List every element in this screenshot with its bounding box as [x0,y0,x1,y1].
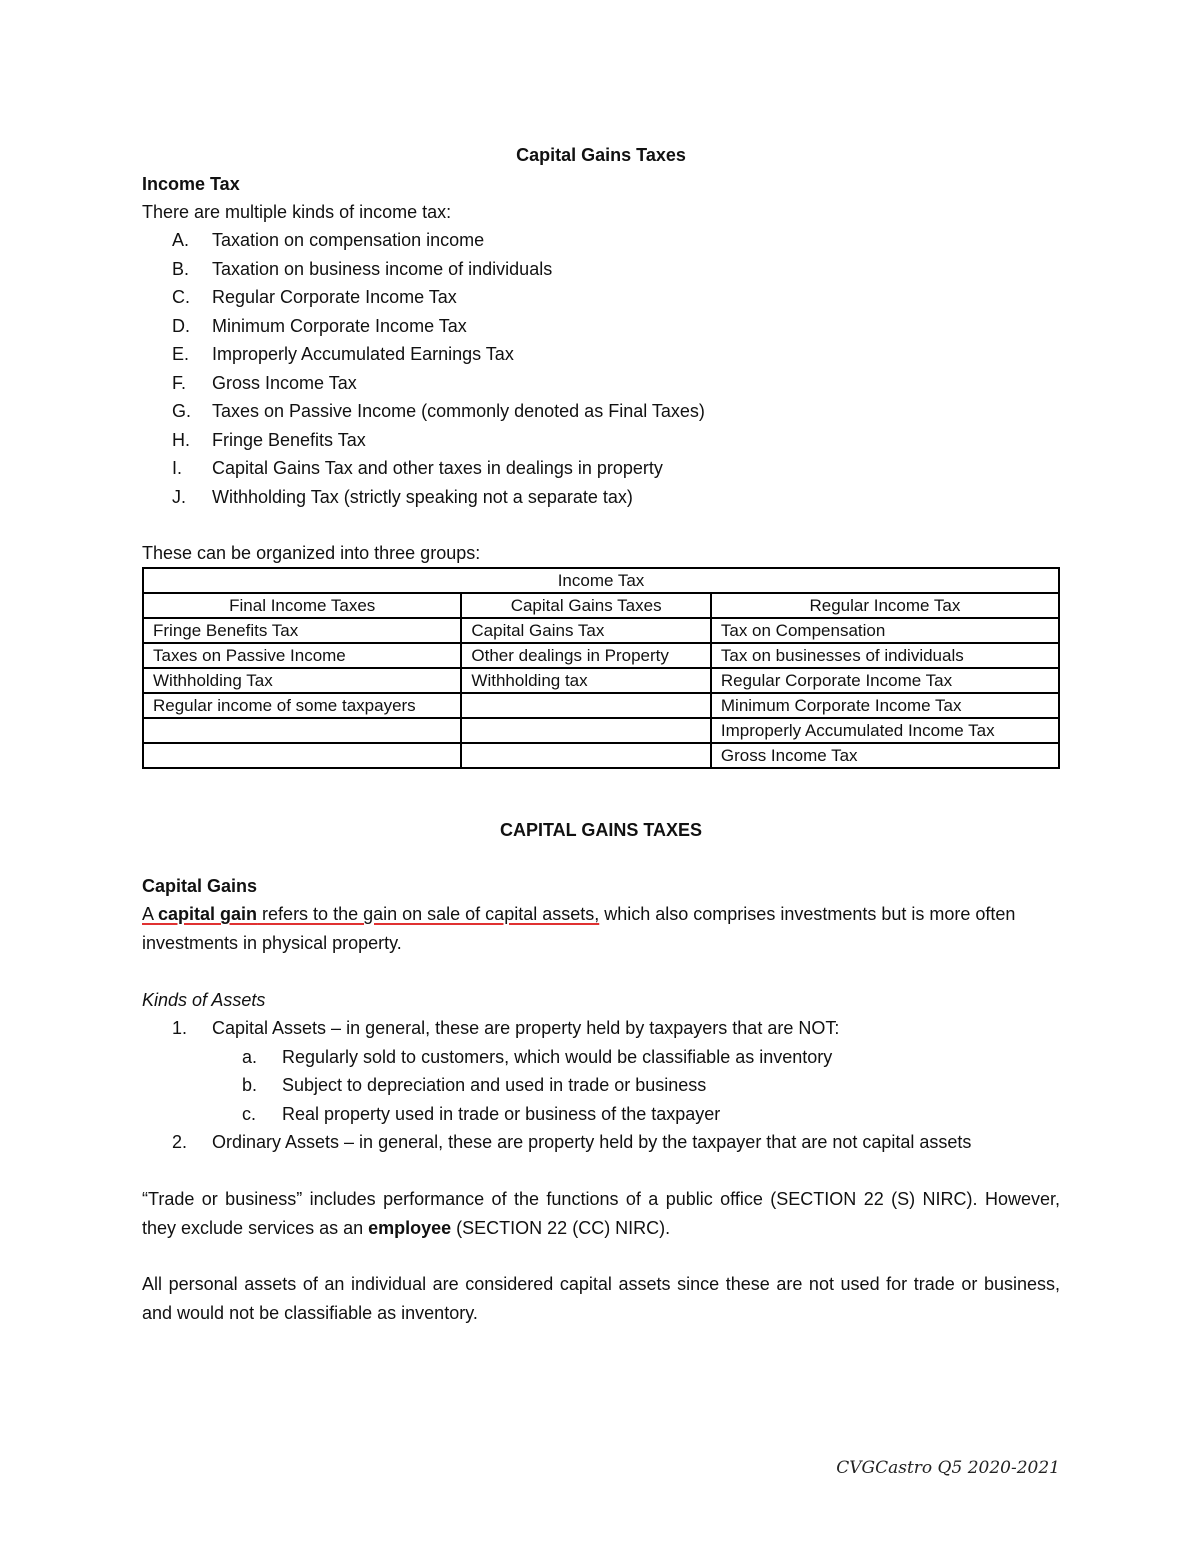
personal-assets-paragraph: All personal assets of an individual are considered capital assets since these are not used for trade or business, and would not be classifiable as inventory. [142,1274,1060,1323]
section-title: CAPITAL GAINS TAXES [499,820,703,840]
table-cell: Improperly Accumulated Income Tax [711,718,1059,743]
list-item [142,340,514,368]
trade-or-business-paragraph [142,1185,1060,1242]
list-item-text: Gross Income Tax [212,372,357,393]
list-marker: c. [242,1103,257,1124]
income-tax-groups-table [142,567,1060,769]
list-marker: J. [172,486,187,507]
table-cell: Gross Income Tax [711,743,1059,768]
emphasized-term: employee [368,1217,452,1238]
document-title: Capital Gains Taxes [516,145,686,165]
list-item-text: Capital Assets – in general, these are property held by taxpayers that are NOT: [212,1018,840,1038]
list-item-text: Capital Gains Tax and other taxes in dealings in property [212,458,663,478]
income-tax-heading: Income Tax [142,174,240,194]
list-marker: I. [172,458,183,478]
table-row [143,743,1059,768]
list-item-text: Withholding Tax (strictly speaking not a separate tax) [212,486,633,507]
list-item-text: Ordinary Assets – in general, these are property held by the taxpayer that are not capital assets [212,1132,972,1152]
table-cell: Other dealings in Property [461,643,710,668]
list-item-text: Taxes on Passive Income (commonly denoted as Final Taxes) [212,401,705,421]
table-cell: Tax on Compensation [711,618,1059,643]
list-item [142,1128,971,1156]
list-item-text: Regular Corporate Income Tax [212,287,457,307]
table-cell: Regular income of some taxpayers [143,693,461,718]
table-caption: Income Tax [143,568,1059,593]
sub-list-item [142,1043,832,1071]
table-row [143,693,1059,718]
list-item-text: Subject to depreciation and used in trade or business [282,1075,707,1095]
list-marker: C. [172,287,190,307]
groups-intro-text: These can be organized into three groups: [142,543,481,563]
list-marker: 2. [172,1132,188,1152]
sub-list-item [142,1071,706,1099]
list-marker: A. [172,230,190,250]
list-item [142,1014,839,1042]
table-cell: Capital Gains Tax [461,618,710,643]
list-marker: H. [172,429,190,450]
table-cell [461,718,710,743]
list-marker: 1. [172,1018,188,1038]
paragraph-text: “Trade or business” includes performance of the functions of a public office (SECTION 22 (S) NIRC). However, they exclude services as an [142,1189,1060,1238]
capital-gains-heading: Capital Gains [142,876,258,896]
list-item [142,397,705,425]
list-marker: a. [242,1046,258,1067]
table-cell [461,743,710,768]
table-cell: Regular Corporate Income Tax [711,668,1059,693]
table-cell [461,693,710,718]
list-marker: B. [172,258,190,279]
list-item-text: Regularly sold to customers, which would be classifiable as inventory [282,1046,833,1067]
table-cell [143,718,461,743]
list-marker: b. [242,1075,258,1095]
list-item-text: Improperly Accumulated Earnings Tax [212,344,514,364]
column-header: Regular Income Tax [711,593,1059,618]
list-marker: F. [172,372,187,393]
table-cell: Withholding Tax [143,668,461,693]
table-row [143,668,1059,693]
table-row [143,618,1059,643]
table-header-row [143,593,1059,618]
list-item-text: Taxation on compensation income [212,230,485,250]
definition-lead: A [142,904,159,924]
list-item [142,226,484,254]
table-cell: Withholding tax [461,668,710,693]
table-cell: Taxes on Passive Income [143,643,461,668]
capital-gain-definition [142,900,1060,957]
list-item [142,283,457,311]
table-cell: Fringe Benefits Tax [143,618,461,643]
table-cell: Minimum Corporate Income Tax [711,693,1059,718]
list-item [142,483,633,511]
column-header: Final Income Taxes [143,593,461,618]
list-item-text: Real property used in trade or business of the taxpayer [282,1103,721,1124]
table-row [143,643,1059,668]
table-cell [143,743,461,768]
table-cell: Tax on businesses of individuals [711,643,1059,668]
list-item [142,312,467,340]
column-header: Capital Gains Taxes [461,593,710,618]
definition-tail: which also comprises investments but is more often investments in physical property. [142,904,1016,953]
underlined-phrase [142,904,599,924]
intro-text: There are multiple kinds of income tax: [142,202,452,222]
list-marker: E. [172,344,190,364]
list-marker: G. [172,401,192,421]
sub-list-item [142,1100,720,1128]
list-item [142,369,357,397]
list-item-text: Taxation on business income of individuals [212,258,553,279]
list-marker: D. [172,315,190,336]
defined-term: capital gain [158,904,258,924]
kinds-of-assets-heading: Kinds of Assets [142,990,266,1010]
list-item [142,454,663,482]
list-item [142,255,552,283]
table-row [143,718,1059,743]
definition-body: refers to the gain on sale of capital assets, [257,904,600,924]
list-item [142,426,366,454]
table-caption-row [143,568,1059,593]
paragraph-text: (SECTION 22 (CC) NIRC). [451,1217,671,1238]
list-item-text: Fringe Benefits Tax [212,429,366,450]
list-item-text: Minimum Corporate Income Tax [212,315,467,336]
page-footer: CVGCastro Q5 2020-2021 [836,1458,1060,1478]
